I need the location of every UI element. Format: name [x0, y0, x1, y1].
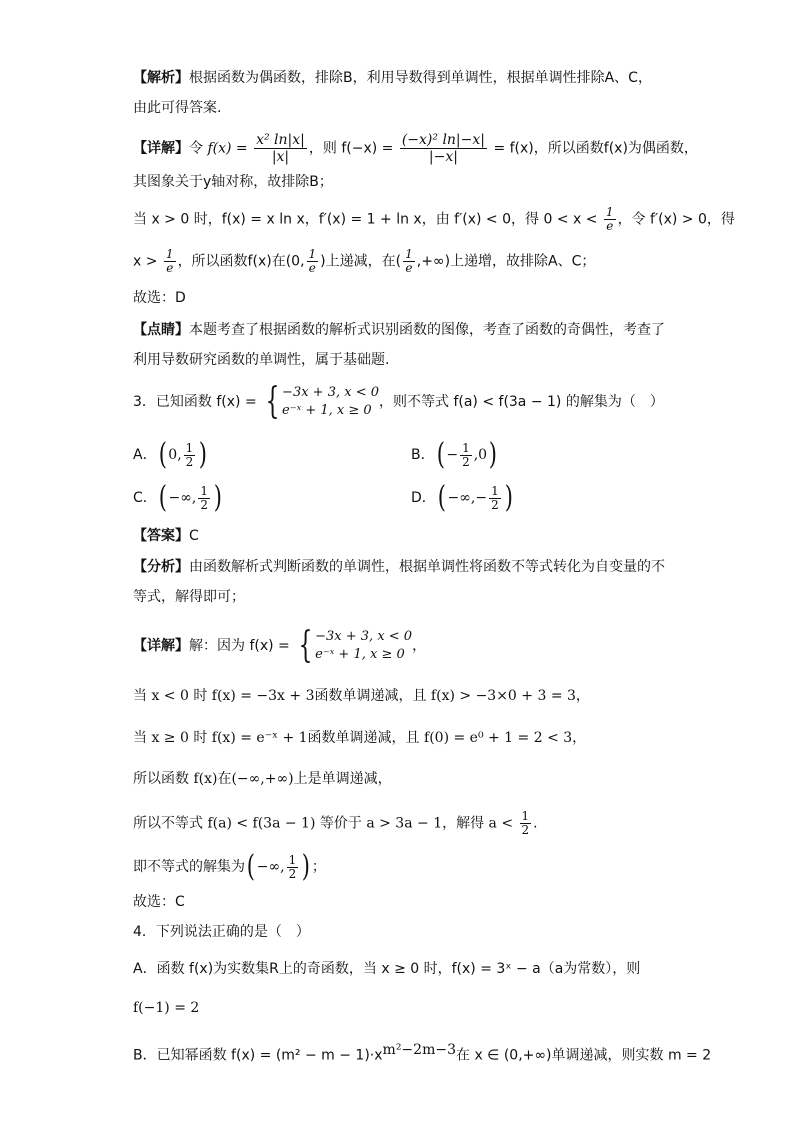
- analysis-line-2: 由此可得答案.: [133, 100, 222, 116]
- step-6: 故选：C: [133, 894, 185, 910]
- analysis2-line-2: 等式，解得即可；: [133, 589, 245, 605]
- comment-line-1: 【点睛】本题考查了根据函数的解析式识别函数的图像，考查了函数的奇偶性，考查了: [133, 322, 665, 338]
- option-b: B．( − $\frac{1}{2}$ ,0): [411, 437, 498, 472]
- fraction: $\frac{\text{x² ln|x|}}{|x|}$: [256, 132, 305, 165]
- fraction: $\frac{1}{e}$: [605, 205, 614, 233]
- fraction: $\frac{1}{e}$: [165, 247, 174, 275]
- step-4: 所以不等式 f(a) < f(3a − 1) 等价于 a > 3a − 1，解得 a < $\frac{1}{2}$ .: [133, 809, 538, 837]
- option-a: A．( 0, $\frac{1}{2}$ ): [133, 437, 208, 472]
- step-2: 当 x ≥ 0 时 f(x) = e⁻ˣ + 1函数单调递减，且 f(0) = e⁰ + 1 = 2 < 3，: [133, 730, 587, 746]
- fraction: $\frac{\text{(−x)² ln|−x|}}{|-x|}$: [401, 132, 485, 165]
- comment-line-2: 利用导数研究函数的单调性，属于基础题.: [133, 352, 390, 368]
- fraction: $\frac{1}{e}$: [308, 247, 317, 275]
- fraction: $\frac{1}{2}$: [288, 852, 297, 881]
- analysis2-line-1: 【分析】由函数解析式判断函数的单调性，根据单调性将函数不等式转化为自变量的不: [133, 559, 665, 575]
- step-3: 所以函数 f(x)在(−∞,+∞)上是单调递减，: [133, 771, 392, 787]
- detail-line-4: x > $\frac{1}{e}$ ，所以函数f(x)在(0, $\frac{1}{e}$ )上递减，在( $\frac{1}{e}$ ,+∞)上递增，故排除A、C；: [133, 247, 596, 275]
- answer-line: 【答案】C: [133, 528, 199, 544]
- q4-option-b: B．已知幂函数 $f(x) = (m^2 - m - 1)\cdot x^{m^2-2m-3}$在 x ∈ (0,+∞)单调递减，则实数 m = 2: [133, 1042, 712, 1064]
- option-c: C．( −∞, $\frac{1}{2}$ ): [133, 480, 222, 515]
- fraction: $\frac{1}{2}$: [200, 483, 208, 512]
- piecewise-cases: −3x + 3, x < 0 e⁻ˣ + 1, x ≥ 0: [282, 385, 379, 418]
- step-1: 当 x < 0 时 f(x) = −3x + 3函数单调递减，且 f(x) > −3×0 + 3 = 3，: [133, 688, 590, 704]
- fraction: $\frac{1}{2}$: [491, 483, 499, 512]
- piecewise-cases: −3x + 3, x < 0 e⁻ˣ + 1, x ≥ 0: [315, 629, 413, 662]
- fraction: $\frac{1}{2}$: [521, 809, 530, 837]
- option-d: D．( −∞,− $\frac{1}{2}$ ): [411, 480, 513, 515]
- detail-line-2: 其图象关于y轴对称，故排除B；: [133, 174, 333, 190]
- detail-line-3: 当 x > 0 时，f(x) = x ln x，f′(x) = 1 + ln x，由 f′(x) < 0，得 0 < x < $\frac{1}{e}$ ，令 f′(x) > 0，得: [133, 205, 735, 233]
- q4-option-a-line-2: f(−1) = 2: [133, 1000, 200, 1016]
- detail-line-1: 【详解】令 f(x) = $\frac{\text{x² ln|x|}}{|x|}$ ，则 f(−x) = $\frac{\text{(−x)² ln|−x|}}{|-x|}$ = f(x)，所以函数f(x)为偶函数，: [133, 132, 698, 165]
- fraction: $\frac{1}{2}$: [185, 440, 194, 469]
- question-4: 4．下列说法正确的是（ ）: [133, 924, 310, 940]
- fraction: $\frac{1}{2}$: [462, 440, 470, 469]
- answer-choice-line: 故选：D: [133, 290, 186, 306]
- detail2-line-1: 【详解】解：因为 f(x) = { −3x + 3, x < 0 e⁻ˣ + 1, x ≥ 0 ，: [133, 625, 427, 666]
- fraction: $\frac{1}{e}$: [405, 247, 413, 275]
- analysis-tag: 【解析】: [133, 70, 189, 86]
- question-3: 3．已知函数 f(x) = { −3x + 3, x < 0 e⁻ˣ + 1, x ≥ 0 ，则不等式 f(a) < f(3a − 1) 的解集为（ ）: [133, 381, 664, 422]
- q4-option-a-line-1: A．函数 f(x)为实数集R上的奇函数，当 x ≥ 0 时，f(x) = 3ˣ − a（a为常数），则: [133, 961, 641, 977]
- analysis-line-1: 【解析】根据函数为偶函数，排除B，利用导数得到单调性，根据单调性排除A、C，: [133, 70, 652, 86]
- step-5: 即不等式的解集为( −∞, $\frac{1}{2}$ ) ；: [133, 849, 326, 884]
